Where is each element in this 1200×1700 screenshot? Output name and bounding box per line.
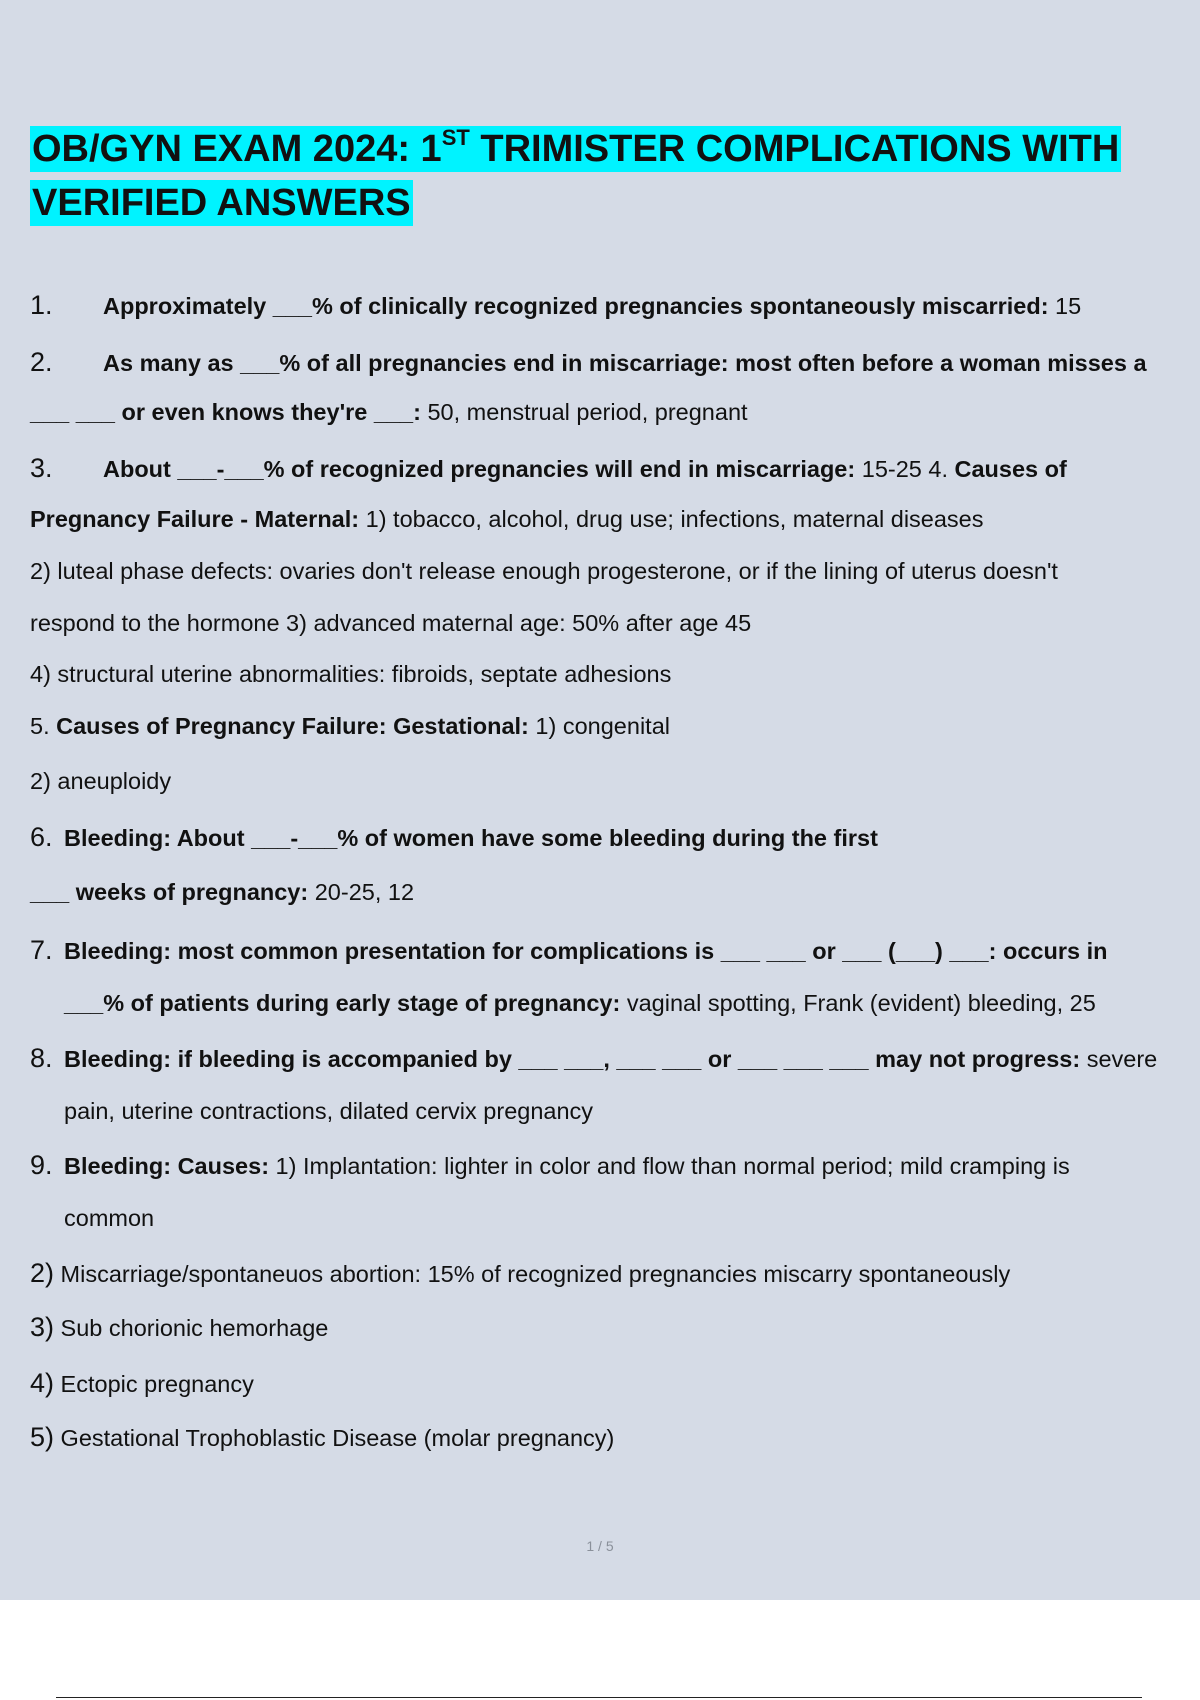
answer-text: 1) congenital xyxy=(528,713,670,739)
question-text: ___ ___ or even knows they're ___: xyxy=(30,399,421,425)
list-number: 7. xyxy=(30,935,53,965)
page-number: 1 / 5 xyxy=(586,1538,614,1554)
answer-text: 20-25, 12 xyxy=(308,879,415,905)
question-2-continued xyxy=(30,397,748,427)
list-number: 9. xyxy=(30,1150,53,1180)
question-text: ___ weeks of pregnancy: xyxy=(30,879,309,905)
question-1 xyxy=(30,290,1081,321)
question-6 xyxy=(30,822,878,853)
question-9 xyxy=(30,1150,1070,1181)
answer-text: common xyxy=(64,1205,155,1231)
answer-line xyxy=(30,608,751,638)
question-8 xyxy=(30,1043,1157,1074)
question-text: Bleeding: About ___-___% of women have some bleeding during the first xyxy=(64,825,878,851)
answer-text: Gestational Trophoblastic Disease (molar pregnancy) xyxy=(54,1425,615,1451)
answer-line xyxy=(30,659,671,689)
question-4-continued xyxy=(30,504,984,534)
list-number: 3. xyxy=(30,453,53,483)
answer-text: 1) tobacco, alcohol, drug use; infections, maternal diseases xyxy=(359,506,984,532)
answer-line xyxy=(64,1203,154,1233)
answer-text: severe xyxy=(1080,1046,1158,1072)
answer-text: Miscarriage/spontaneuos abortion: 15% of recognized pregnancies miscarry spontaneously xyxy=(54,1261,1011,1287)
list-number: 3) xyxy=(30,1312,55,1342)
question-text: Causes of xyxy=(954,456,1067,482)
answer-text: 2) aneuploidy xyxy=(30,768,172,794)
title-superscript: ST xyxy=(441,125,470,150)
answer-text: 15 xyxy=(1048,293,1082,319)
question-text: Bleeding: if bleeding is accompanied by ___ ___, ___ ___ or ___ ___ ___ may not progress: xyxy=(64,1046,1081,1072)
answer-text: Sub chorionic hemorhage xyxy=(54,1315,329,1341)
question-text: ___% of patients during early stage of pregnancy: xyxy=(64,990,621,1016)
answer-line xyxy=(64,1096,593,1126)
answer-line xyxy=(30,556,1058,586)
list-number: 8. xyxy=(30,1043,53,1073)
page-title xyxy=(30,122,1170,230)
list-number: 2. xyxy=(30,347,53,377)
bottom-rule xyxy=(56,1697,1142,1698)
question-text: Pregnancy Failure - Maternal: xyxy=(30,506,360,532)
answer-text: respond to the hormone 3) advanced maternal age: 50% after age 45 xyxy=(30,610,752,636)
question-text: Causes of Pregnancy Failure: Gestational: xyxy=(56,713,529,739)
question-text: About ___-___% of recognized pregnancies will end in miscarriage: xyxy=(103,456,856,482)
question-2 xyxy=(30,347,1147,378)
list-number: 4) xyxy=(30,1368,55,1398)
question-text: Bleeding: most common presentation for complications is ___ ___ or ___ (___) ___: occurs in xyxy=(64,938,1108,964)
answer-text: 15-25 4. xyxy=(855,456,955,482)
cause-5 xyxy=(30,1422,614,1453)
list-number: 2) xyxy=(30,1258,55,1288)
question-3 xyxy=(30,453,1067,484)
question-6-continued xyxy=(30,877,414,907)
answer-text: 1) Implantation: lighter in color and flow than normal period; mild cramping is xyxy=(269,1153,1070,1179)
question-5 xyxy=(30,711,670,741)
answer-text: 4) structural uterine abnormalities: fibroids, septate adhesions xyxy=(30,661,672,687)
question-text: Approximately ___% of clinically recognized pregnancies spontaneously miscarried: xyxy=(103,293,1049,319)
cause-3 xyxy=(30,1312,328,1343)
question-7-continued xyxy=(64,988,1096,1018)
list-number: 5. xyxy=(30,713,57,739)
list-number: 6. xyxy=(30,822,53,852)
question-7 xyxy=(30,935,1107,966)
answer-text: vaginal spotting, Frank (evident) bleeding, 25 xyxy=(620,990,1096,1016)
question-text: As many as ___% of all pregnancies end in miscarriage: most often before a woman misses a xyxy=(103,350,1147,376)
answer-line xyxy=(30,766,171,796)
answer-text: Ectopic pregnancy xyxy=(54,1371,254,1397)
answer-text: pain, uterine contractions, dilated cervix pregnancy xyxy=(64,1098,594,1124)
cause-4 xyxy=(30,1368,254,1399)
answer-text: 2) luteal phase defects: ovaries don't release enough progesterone, or if the lining of uterus doesn't xyxy=(30,558,1058,584)
list-number: 1. xyxy=(30,290,53,320)
question-text: Bleeding: Causes: xyxy=(64,1153,270,1179)
title-highlight: OB/GYN EXAM 2024: 1ST TRIMISTER COMPLICATIONS WITH VERIFIED ANSWERS xyxy=(32,125,1120,224)
answer-text: 50, menstrual period, pregnant xyxy=(420,399,748,425)
cause-2 xyxy=(30,1258,1010,1289)
list-number: 5) xyxy=(30,1422,55,1452)
